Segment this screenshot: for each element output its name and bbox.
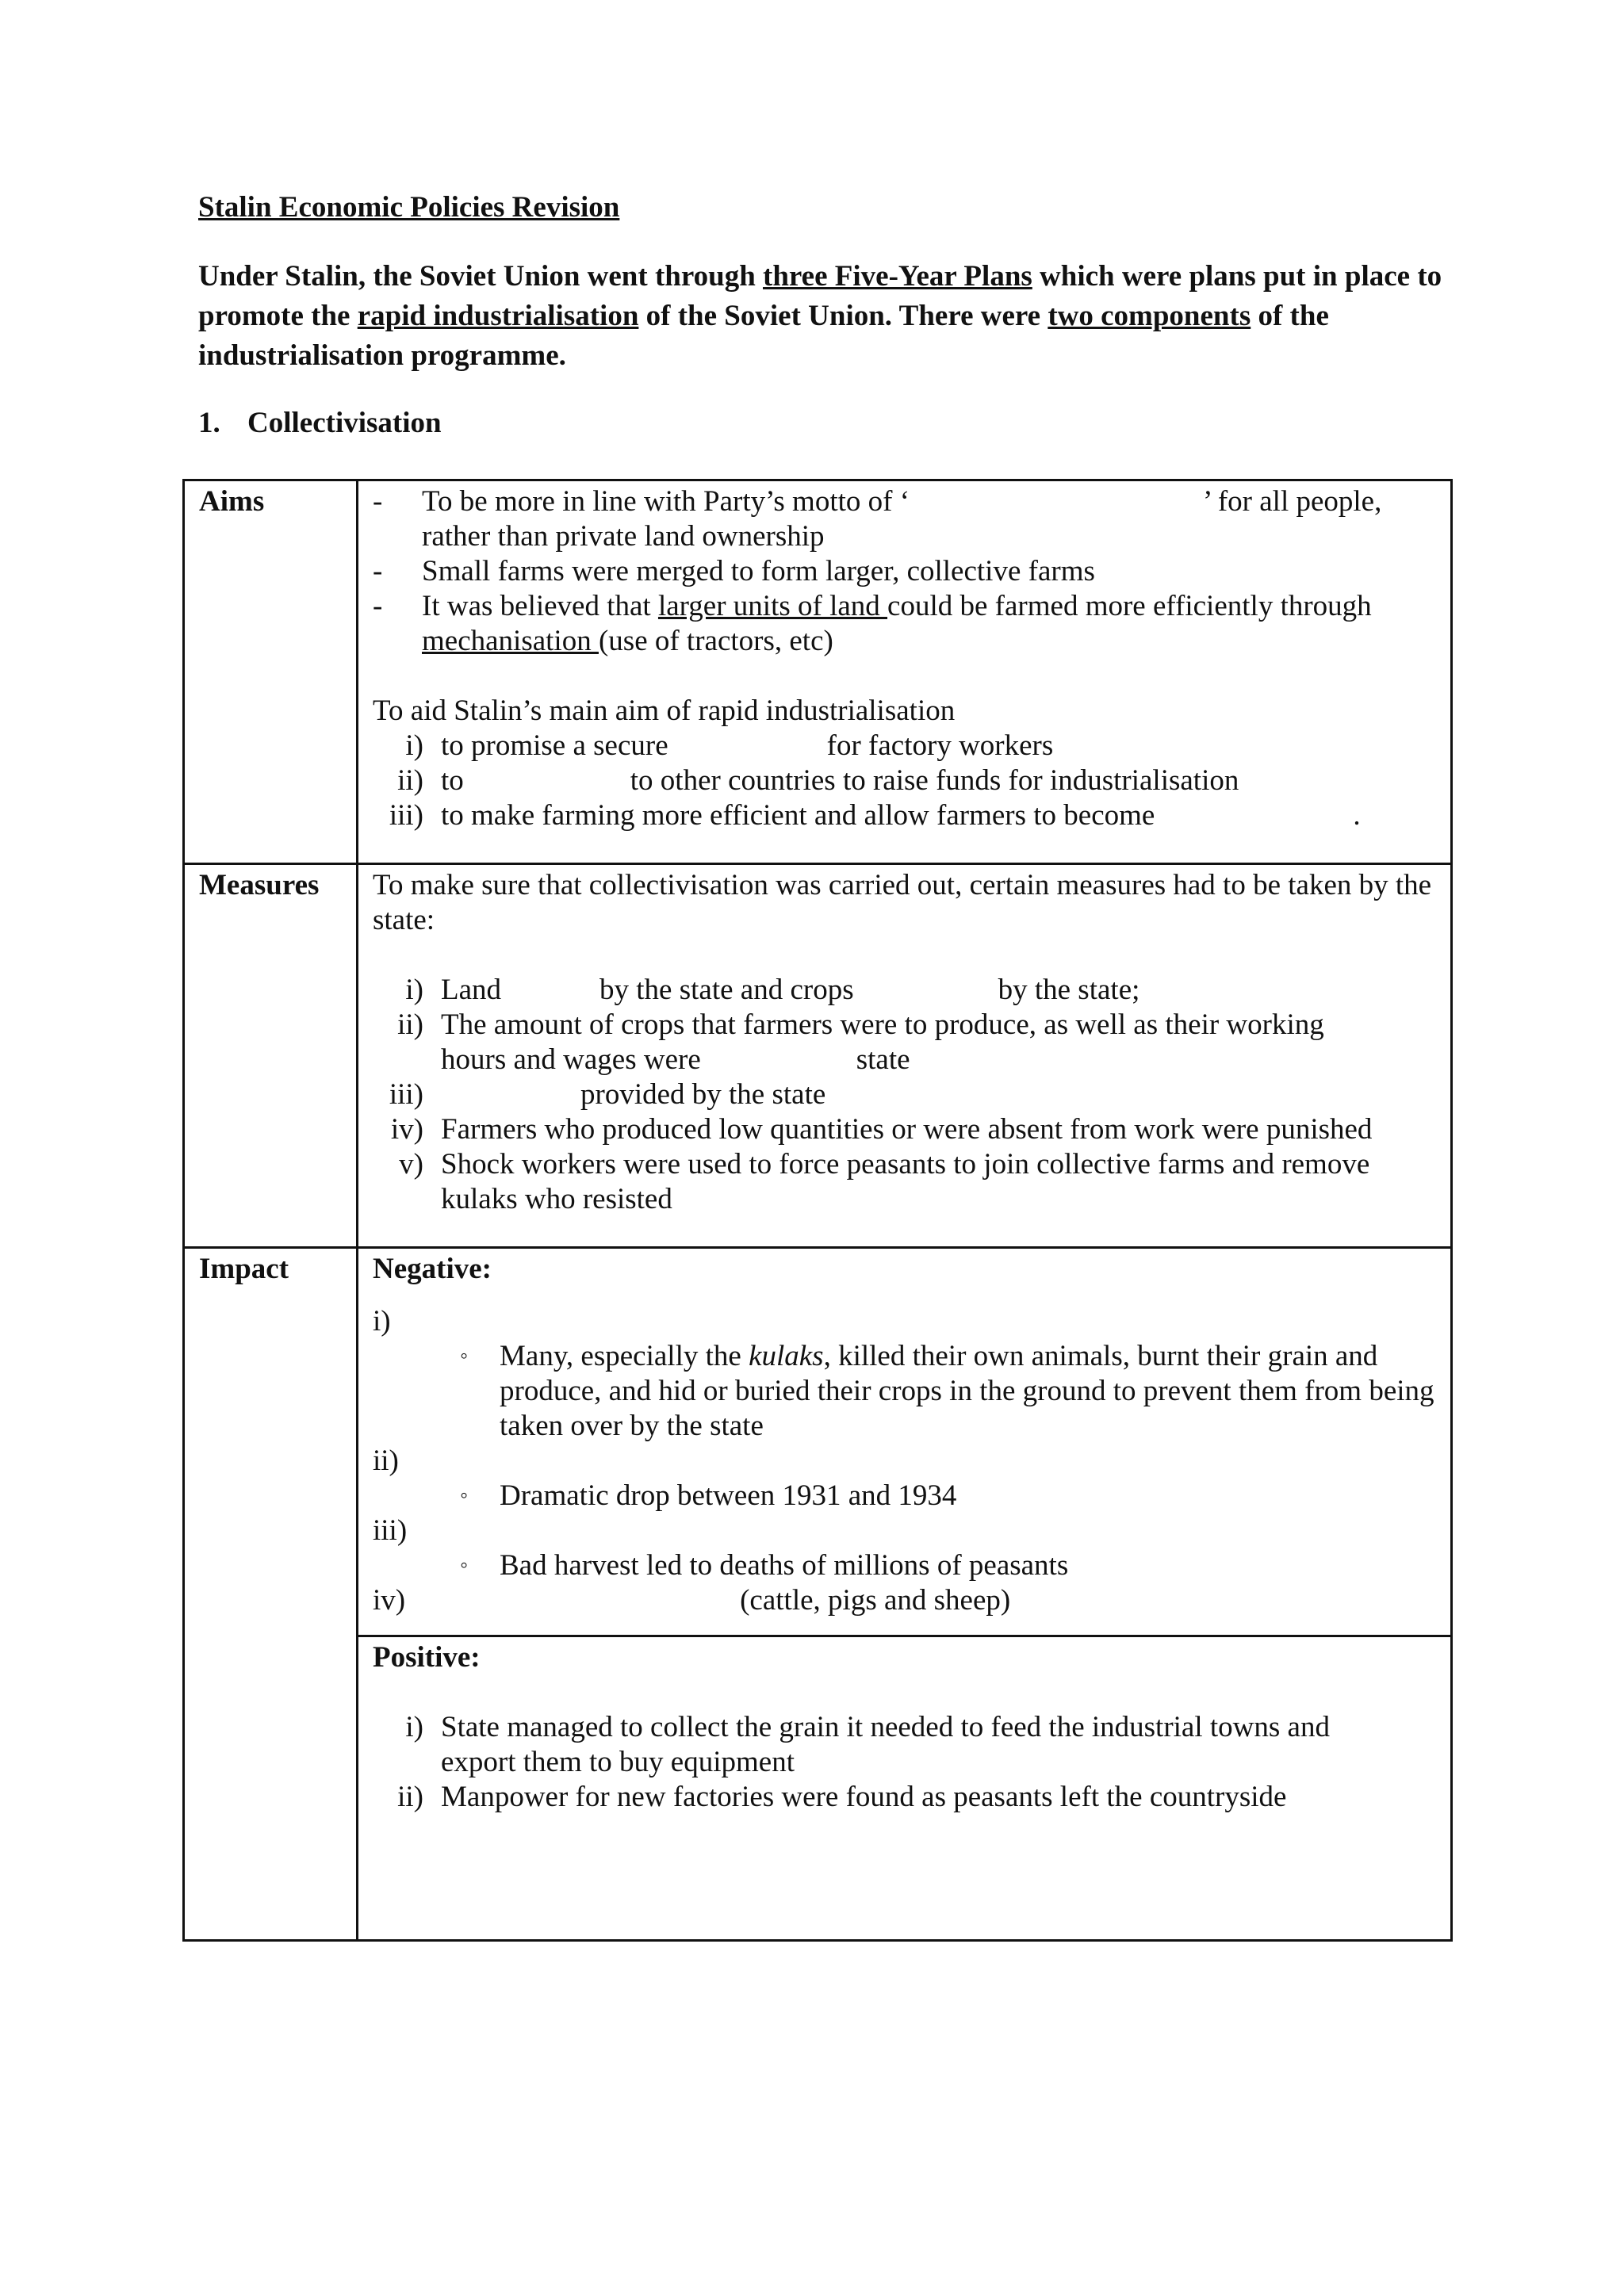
measures-row — [184, 864, 1452, 1248]
list-item — [373, 1147, 1434, 1217]
negative-heading: Negative: — [373, 1253, 492, 1285]
item-text: ’ for all people, — [1203, 485, 1382, 518]
item-text: to — [441, 764, 464, 797]
aims-content — [358, 480, 1452, 864]
spacer — [373, 1675, 1434, 1693]
item-text: provided by the state — [580, 1078, 826, 1111]
item-number: iv) — [373, 1584, 406, 1617]
aims-row — [184, 480, 1452, 864]
dash-marker: - — [373, 555, 383, 587]
list-item — [373, 1008, 1434, 1077]
item-text: It was believed that — [422, 590, 658, 622]
spacer — [373, 659, 1434, 694]
section-heading — [198, 406, 442, 441]
item-text: Farmers who produced low quantities or were absent from work were punished — [441, 1113, 1373, 1146]
item-number: ii) — [397, 1008, 423, 1041]
item-text: to make farming more efficient and allow farmers to become — [441, 799, 1155, 832]
intro-paragraph — [198, 257, 1459, 376]
list-item — [373, 484, 1434, 554]
list-item — [373, 1780, 1434, 1815]
item-emphasis: kulaks — [749, 1340, 824, 1372]
collectivisation-table — [182, 479, 1453, 1942]
page-title: Stalin Economic Policies Revision — [198, 191, 620, 224]
impact-label: Impact — [184, 1248, 358, 1941]
item-text: rather than private land ownership — [422, 520, 825, 553]
item-text: by the state and crops — [599, 974, 854, 1006]
intro-text: which were plans put in place to promote the — [198, 260, 1442, 332]
measures-intro: To make sure that collectivisation was carried out, certain measures had to be taken by the state: — [373, 869, 1432, 936]
spacer — [373, 1287, 1434, 1304]
item-text: (cattle, pigs and sheep) — [740, 1584, 1011, 1617]
bullet-marker: ◦ — [460, 1483, 468, 1508]
item-underline: larger units of land — [657, 590, 888, 622]
item-text: The amount of crops that farmers were to produce, as well as their working — [441, 1008, 1324, 1041]
item-text: Small farms were merged to form larger, collective farms — [422, 555, 1095, 587]
list-item — [373, 1548, 1434, 1583]
item-number: iv) — [390, 1113, 423, 1146]
item-text: Land — [441, 974, 502, 1006]
item-number: ii) — [397, 1781, 423, 1813]
section-title: Collectivisation — [247, 407, 442, 439]
item-text: taken over by the state — [500, 1410, 764, 1442]
list-item — [373, 798, 1434, 833]
item-number: v) — [399, 1148, 423, 1181]
item-number: ii) — [373, 1445, 399, 1477]
item-text: , killed their own animals, burnt their grain and — [823, 1340, 1378, 1372]
list-item — [373, 763, 1434, 798]
item-number: iii) — [389, 1078, 423, 1111]
list-item — [373, 589, 1434, 659]
list-item — [373, 1077, 1434, 1112]
item-number: iii) — [373, 1514, 408, 1547]
item-text: for factory workers — [826, 729, 1054, 762]
item-text: To be more in line with Party’s motto of ‘ — [422, 485, 910, 518]
bullet-marker: ◦ — [460, 1344, 468, 1368]
list-item — [373, 1710, 1434, 1780]
item-number: i) — [405, 1711, 423, 1743]
item-underline: mechanisation — [422, 625, 599, 657]
bullet-marker: ◦ — [460, 1553, 468, 1578]
item-number: i) — [373, 1305, 391, 1337]
item-number: iii) — [389, 799, 423, 832]
impact-positive-content — [358, 1636, 1452, 1941]
item-number: i) — [405, 974, 423, 1006]
intro-text: of the Soviet Union. There were — [638, 300, 1048, 332]
item-text: state — [856, 1043, 910, 1076]
positive-heading: Positive: — [373, 1641, 481, 1674]
item-text: hours and wages were — [441, 1043, 701, 1076]
list-item — [373, 1583, 1434, 1618]
item-text: . — [1353, 799, 1361, 832]
impact-negative-row — [184, 1248, 1452, 1636]
item-text: Many, especially the — [500, 1340, 749, 1372]
intro-text: of the industrialisation programme. — [198, 300, 1329, 372]
item-text: Shock workers were used to force peasants to join collective farms and remove — [441, 1148, 1370, 1181]
item-text: Manpower for new factories were found as peasants left the countryside — [441, 1781, 1287, 1813]
item-text: Bad harvest led to deaths of millions of peasants — [500, 1549, 1069, 1582]
list-item — [373, 973, 1434, 1008]
section-number: 1. — [198, 407, 220, 439]
list-item — [373, 554, 1434, 589]
item-text: export them to buy equipment — [441, 1746, 795, 1778]
spacer — [373, 938, 1434, 955]
intro-underline: two components — [1048, 300, 1251, 332]
dash-marker: - — [373, 590, 383, 622]
aims-subheading: To aid Stalin’s main aim of rapid industrialisation — [373, 695, 956, 727]
item-text: to promise a secure — [441, 729, 668, 762]
spacer — [373, 955, 1434, 973]
dash-marker: - — [373, 485, 383, 518]
list-item — [373, 1112, 1434, 1147]
item-text: kulaks who resisted — [441, 1183, 672, 1215]
item-text: (use of tractors, etc) — [598, 625, 833, 657]
item-text: Dramatic drop between 1931 and 1934 — [500, 1479, 957, 1512]
aims-label: Aims — [184, 480, 358, 864]
item-text: produce, and hid or buried their crops in the ground to prevent them from being — [500, 1375, 1434, 1407]
impact-positive-row — [184, 1636, 1452, 1941]
measures-label: Measures — [184, 864, 358, 1248]
list-item — [373, 1479, 1434, 1513]
measures-content — [358, 864, 1452, 1248]
item-text: by the state; — [998, 974, 1140, 1006]
item-text: State managed to collect the grain it needed to feed the industrial towns and — [441, 1711, 1330, 1743]
item-text: to other countries to raise funds for industrialisation — [630, 764, 1239, 797]
item-text: could be farmed more efficiently through — [887, 590, 1372, 622]
item-number: ii) — [397, 764, 423, 797]
list-item — [373, 1339, 1434, 1444]
impact-negative-content — [358, 1248, 1452, 1636]
list-item — [373, 729, 1434, 763]
spacer — [373, 1693, 1434, 1710]
item-number: i) — [405, 729, 423, 762]
intro-underline: rapid industrialisation — [357, 300, 639, 332]
intro-text: Under Stalin, the Soviet Union went through — [198, 260, 764, 293]
intro-underline: three Five-Year Plans — [763, 260, 1032, 293]
